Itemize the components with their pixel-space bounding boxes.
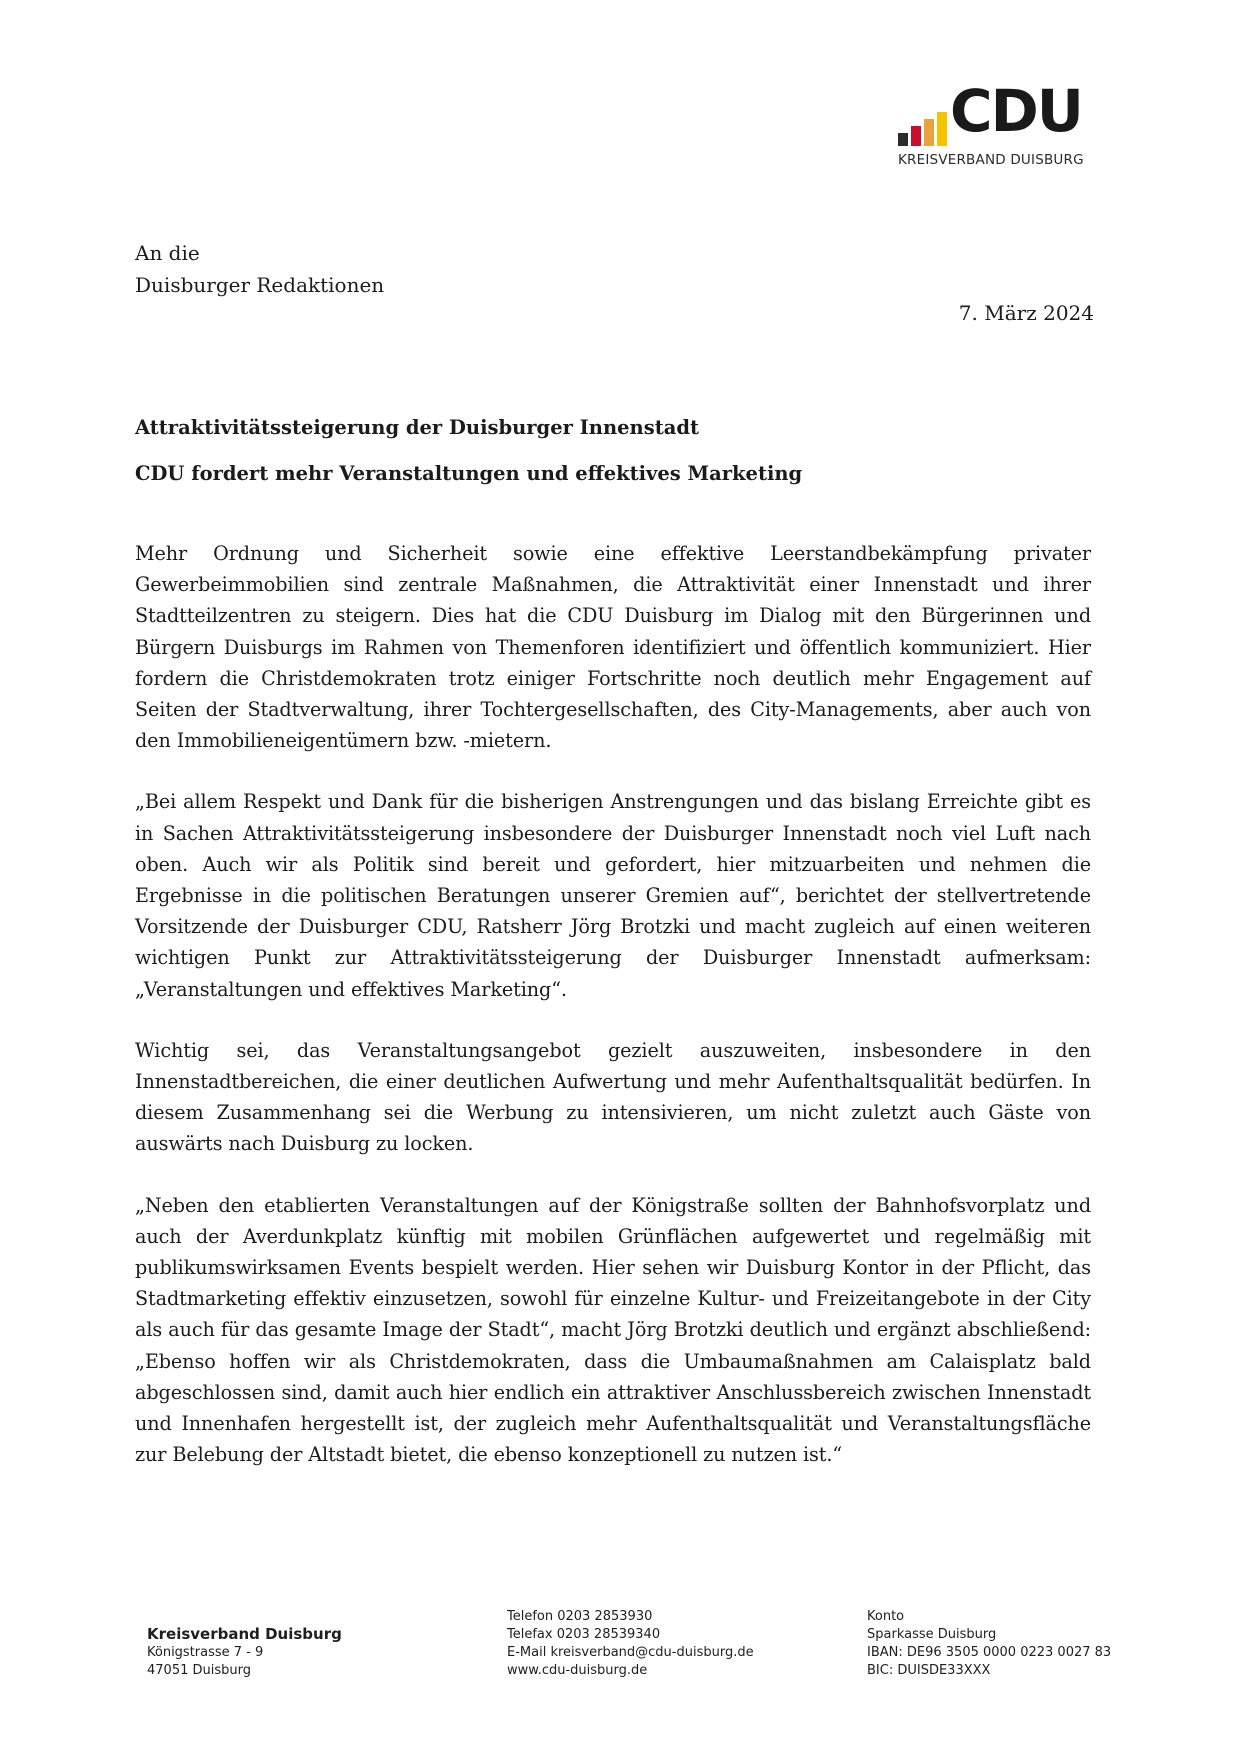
footer-fax: Telefax 0203 28539340 — [507, 1627, 661, 1642]
logo-bar — [898, 133, 908, 146]
footer-contact — [507, 1608, 754, 1680]
letter-date: 7. März 2024 — [958, 301, 1094, 325]
footer-bank-label: Konto — [867, 1609, 905, 1624]
footer-street: Königstrasse 7 - 9 — [147, 1645, 264, 1660]
body-paragraph: Mehr Ordnung und Sicherheit sowie eine effektive Leerstandbekämpfung privater Gewerbeimmobilien sind zentrale Maßnahmen, die Attraktivität einer Innenstadt und ihrer Stadtteilzentren zu steigern. Dies hat die CDU Duisburg im Dialog mit den Bürgerinnen und Bürgern Duisburgs im Rahmen von Themenforen identifiziert und öffentlich kommuniziert. Hier fordern die Christdemokraten trotz einiger Fortschritte noch deutlich mehr Engagement auf Seiten der Stadtverwaltung, ihrer Tochtergesellschaften, des City-Managements, aber auch von den Immobilieneigentümern bzw. -mietern. — [135, 542, 1091, 753]
footer-address — [147, 1624, 342, 1680]
footer-org-name: Kreisverband Duisburg — [147, 1625, 342, 1643]
recipient-block — [135, 237, 384, 301]
footer-city: 47051 Duisburg — [147, 1663, 251, 1678]
footer-bank-name: Sparkasse Duisburg — [867, 1627, 997, 1642]
letter-body — [135, 538, 1091, 1500]
footer-iban: IBAN: DE96 3505 0000 0223 0027 83 — [867, 1645, 1112, 1660]
subheadline: CDU fordert mehr Veranstaltungen und effektives Marketing — [135, 462, 803, 485]
footer-email: E-Mail kreisverband@cdu-duisburg.de — [507, 1645, 754, 1660]
footer-bank — [867, 1608, 1111, 1680]
logo-bar — [937, 112, 947, 146]
body-paragraph: Wichtig sei, das Veranstaltungsangebot gezielt auszuweiten, insbesondere in den Innenstadtbereichen, die einer deutlichen Aufwertung und mehr Aufenthaltsqualität bedürfen. In diesem Zusammenhang sei die Werbung zu intensivieren, um nicht zuletzt auch Gäste von auswärts nach Duisburg zu locken. — [135, 1038, 1091, 1156]
body-paragraph: „Bei allem Respekt und Dank für die bisherigen Anstrengungen und das bislang Erreichte gibt es in Sachen Attraktivitätssteigerung insbesondere der Duisburger Innenstadt noch viel Luft nach oben. Auch wir als Politik sind bereit und gefordert, hier mitzuarbeiten und nehmen die Ergebnisse in die politischen Beratungen unserer Gremien auf“, berichtet der stellvertretende Vorsitzende der Duisburger CDU, Ratsherr Jörg Brotzki und macht zugleich auf einen weiteren wichtigen Punkt zur Attraktivitätssteigerung der Duisburger Innenstadt aufmerksam: „Veranstaltungen und effektives Marketing“. — [135, 790, 1091, 1001]
footer-bic: BIC: DUISDE33XXX — [867, 1663, 991, 1678]
headline: Attraktivitätssteigerung der Duisburger Innenstadt — [135, 416, 699, 439]
recipient-line: An die — [135, 241, 200, 265]
footer-phone: Telefon 0203 2853930 — [507, 1609, 653, 1624]
logo-bar — [924, 119, 934, 146]
cdu-logo — [898, 77, 1118, 174]
logo-bar — [911, 126, 921, 146]
body-paragraph: „Neben den etablierten Veranstaltungen auf der Königstraße sollten der Bahnhofsvorplatz und auch der Averdunkplatz künftig mit mobilen Grünflächen aufgewertet und regelmäßig mit publikumswirksamen Events bespielt werden. Hier sehen wir Duisburg Kontor in der Pflicht, das Stadtmarketing effektiv einzusetzen, sowohl für einzelne Kultur- und Freizeitangebote in der City als auch für das gesamte Image der Stadt“, macht Jörg Brotzki deutlich und ergänzt abschließend: „Ebenso hoffen wir als Christdemokraten, dass die Umbaumaßnahmen am Calaisplatz bald abgeschlossen sind, damit auch hier endlich ein attraktiver Anschlussbereich zwischen Innenstadt und Innenhafen hergestellt ist, der zugleich mehr Aufenthaltsqualität und Veranstaltungsfläche zur Belebung der Altstadt bietet, die ebenso konzeptionell zu nutzen ist.“ — [135, 1193, 1091, 1467]
footer-website: www.cdu-duisburg.de — [507, 1663, 648, 1678]
logo-subtitle: KREISVERBAND DUISBURG — [898, 152, 1084, 168]
logo-bars-icon — [898, 94, 948, 146]
recipient-line: Duisburger Redaktionen — [135, 273, 385, 297]
logo-wordmark: CDU — [950, 77, 1082, 145]
